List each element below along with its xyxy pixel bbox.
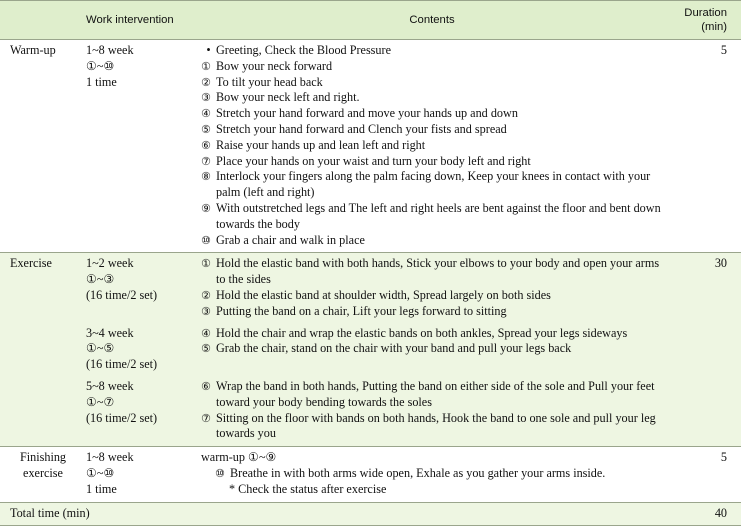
item-number: ⑥ [201, 138, 211, 152]
item-number: ③ [201, 91, 211, 105]
item-text: Hold the elastic band with both hands, Stick your elbows to your body and open your arms to the sides [216, 256, 660, 287]
item-text: Bow your neck left and right. [216, 90, 360, 105]
header-contents: Contents [409, 14, 455, 26]
intervention-cell [86, 40, 201, 253]
intervention-cell [86, 253, 201, 320]
list-item [201, 326, 663, 342]
item-number: ⑦ [201, 154, 211, 168]
item-text: Bow your neck forward [216, 58, 333, 73]
item-number: ① [201, 59, 211, 73]
item-text: To tilt your head back [216, 74, 323, 89]
item-text: Breathe in with both arms wide open, Exhale as you gather your arms inside. [230, 465, 606, 480]
intervention-week: 3~4 week [86, 325, 134, 340]
table-row [0, 40, 741, 253]
intervention-cell [86, 373, 201, 447]
item-text: Putting the band on a chair, Lift your legs forward to sitting [216, 303, 507, 318]
list-item [201, 169, 663, 201]
contents-lead: warm-up ①~⑨ [201, 450, 277, 465]
list-item [201, 288, 663, 304]
item-text: Place your hands on your waist and turn your body left and right [216, 153, 531, 168]
table-row [0, 373, 741, 447]
item-text: Sitting on the floor with bands on both hands, Hook the band to one sole and pull your leg towards you [216, 410, 656, 441]
duration-value: 5 [720, 450, 727, 465]
contents-cell [201, 253, 663, 320]
intervention-week: 1~2 week [86, 256, 134, 271]
item-text: Stretch your hand forward and Clench your fists and spread [216, 121, 507, 136]
item-number: ⑨ [201, 201, 211, 215]
item-text: Wrap the band in both hands, Putting the band on either side of the sole and Pull your feet toward your body bending towards the soles [216, 378, 655, 409]
list-item [201, 201, 663, 233]
item-number: ⑥ [201, 379, 211, 393]
intervention-range: ①~⑩ [86, 465, 115, 480]
intervention-week: 1~8 week [86, 450, 134, 465]
item-number: ④ [201, 326, 211, 340]
header-duration: Duration (min) [684, 7, 727, 33]
intervention-cell [86, 320, 201, 373]
table-row [0, 447, 741, 502]
list-item [201, 43, 663, 59]
intervention-range: ①~⑦ [86, 394, 115, 409]
phase-label: Finishing exercise [19, 450, 67, 480]
intervention-range: ①~⑤ [86, 341, 115, 356]
item-text: With outstretched legs and The left and right heels are bent against the floor and bent down towards the body [216, 200, 661, 231]
item-text: Hold the elastic band at shoulder width, Spread largely on both sides [216, 287, 551, 302]
item-number: ⑦ [201, 411, 211, 425]
item-text: Stretch your hand forward and move your hands up and down [216, 106, 518, 121]
list-item [201, 233, 663, 249]
list-item [201, 256, 663, 288]
item-number: ② [201, 288, 211, 302]
bullet-icon: • [206, 43, 211, 57]
item-text: Interlock your fingers along the palm facing down, Keep your knees in contact with your palm (left and right) [216, 169, 651, 200]
item-text: Hold the chair and wrap the elastic bands on both ankles, Spread your legs sideways [216, 325, 628, 340]
list-item [201, 59, 663, 75]
phase-label: Exercise [10, 256, 52, 271]
list-item [201, 106, 663, 122]
phase-label: Warm-up [10, 43, 56, 57]
list-item [201, 411, 663, 443]
contents-cell [201, 320, 663, 373]
intervention-reps: (16 time/2 set) [86, 287, 158, 302]
contents-note: * Check the status after exercise [229, 481, 387, 496]
item-number: ⑩ [215, 466, 225, 480]
intervention-range: ①~⑩ [86, 58, 115, 73]
list-item [201, 304, 663, 320]
list-item [201, 341, 663, 357]
duration-value: 5 [720, 43, 727, 57]
intervention-reps: 1 time [86, 74, 117, 89]
intervention-week: 5~8 week [86, 378, 134, 393]
total-row [0, 502, 741, 526]
duration-value: 30 [714, 256, 727, 271]
table-header-row [0, 1, 741, 40]
intervention-reps: 1 time [86, 481, 117, 496]
list-item [201, 379, 663, 411]
item-text: Grab the chair, stand on the chair with your band and pull your legs back [216, 341, 572, 356]
item-number: ⑤ [201, 122, 211, 136]
table-row [0, 253, 741, 320]
table-body [0, 40, 741, 503]
contents-cell [201, 373, 663, 447]
intervention-reps: (16 time/2 set) [86, 357, 158, 372]
item-number: ⑧ [201, 170, 211, 184]
contents-cell [201, 40, 663, 253]
item-text: Greeting, Check the Blood Pressure [216, 43, 391, 57]
contents-cell [201, 447, 663, 502]
header-phase-cell [0, 1, 86, 40]
list-item [201, 466, 663, 482]
intervention-cell [86, 447, 201, 502]
item-number: ① [201, 257, 211, 271]
item-text: Raise your hands up and lean left and right [216, 137, 426, 152]
intervention-week: 1~8 week [86, 43, 134, 57]
item-number: ⑩ [201, 233, 211, 247]
total-value: 40 [714, 505, 727, 520]
list-item [201, 122, 663, 138]
item-number: ② [201, 75, 211, 89]
item-number: ④ [201, 107, 211, 121]
item-number: ③ [201, 304, 211, 318]
list-item [201, 75, 663, 91]
item-number: ⑤ [201, 342, 211, 356]
list-item [201, 90, 663, 106]
list-item [201, 138, 663, 154]
intervention-reps: (16 time/2 set) [86, 410, 158, 425]
table-row [0, 320, 741, 373]
total-label: Total time (min) [10, 505, 90, 520]
header-intervention: Work intervention [86, 14, 174, 26]
intervention-range: ①~③ [86, 272, 115, 287]
list-item [201, 154, 663, 170]
item-text: Grab a chair and walk in place [216, 232, 365, 247]
